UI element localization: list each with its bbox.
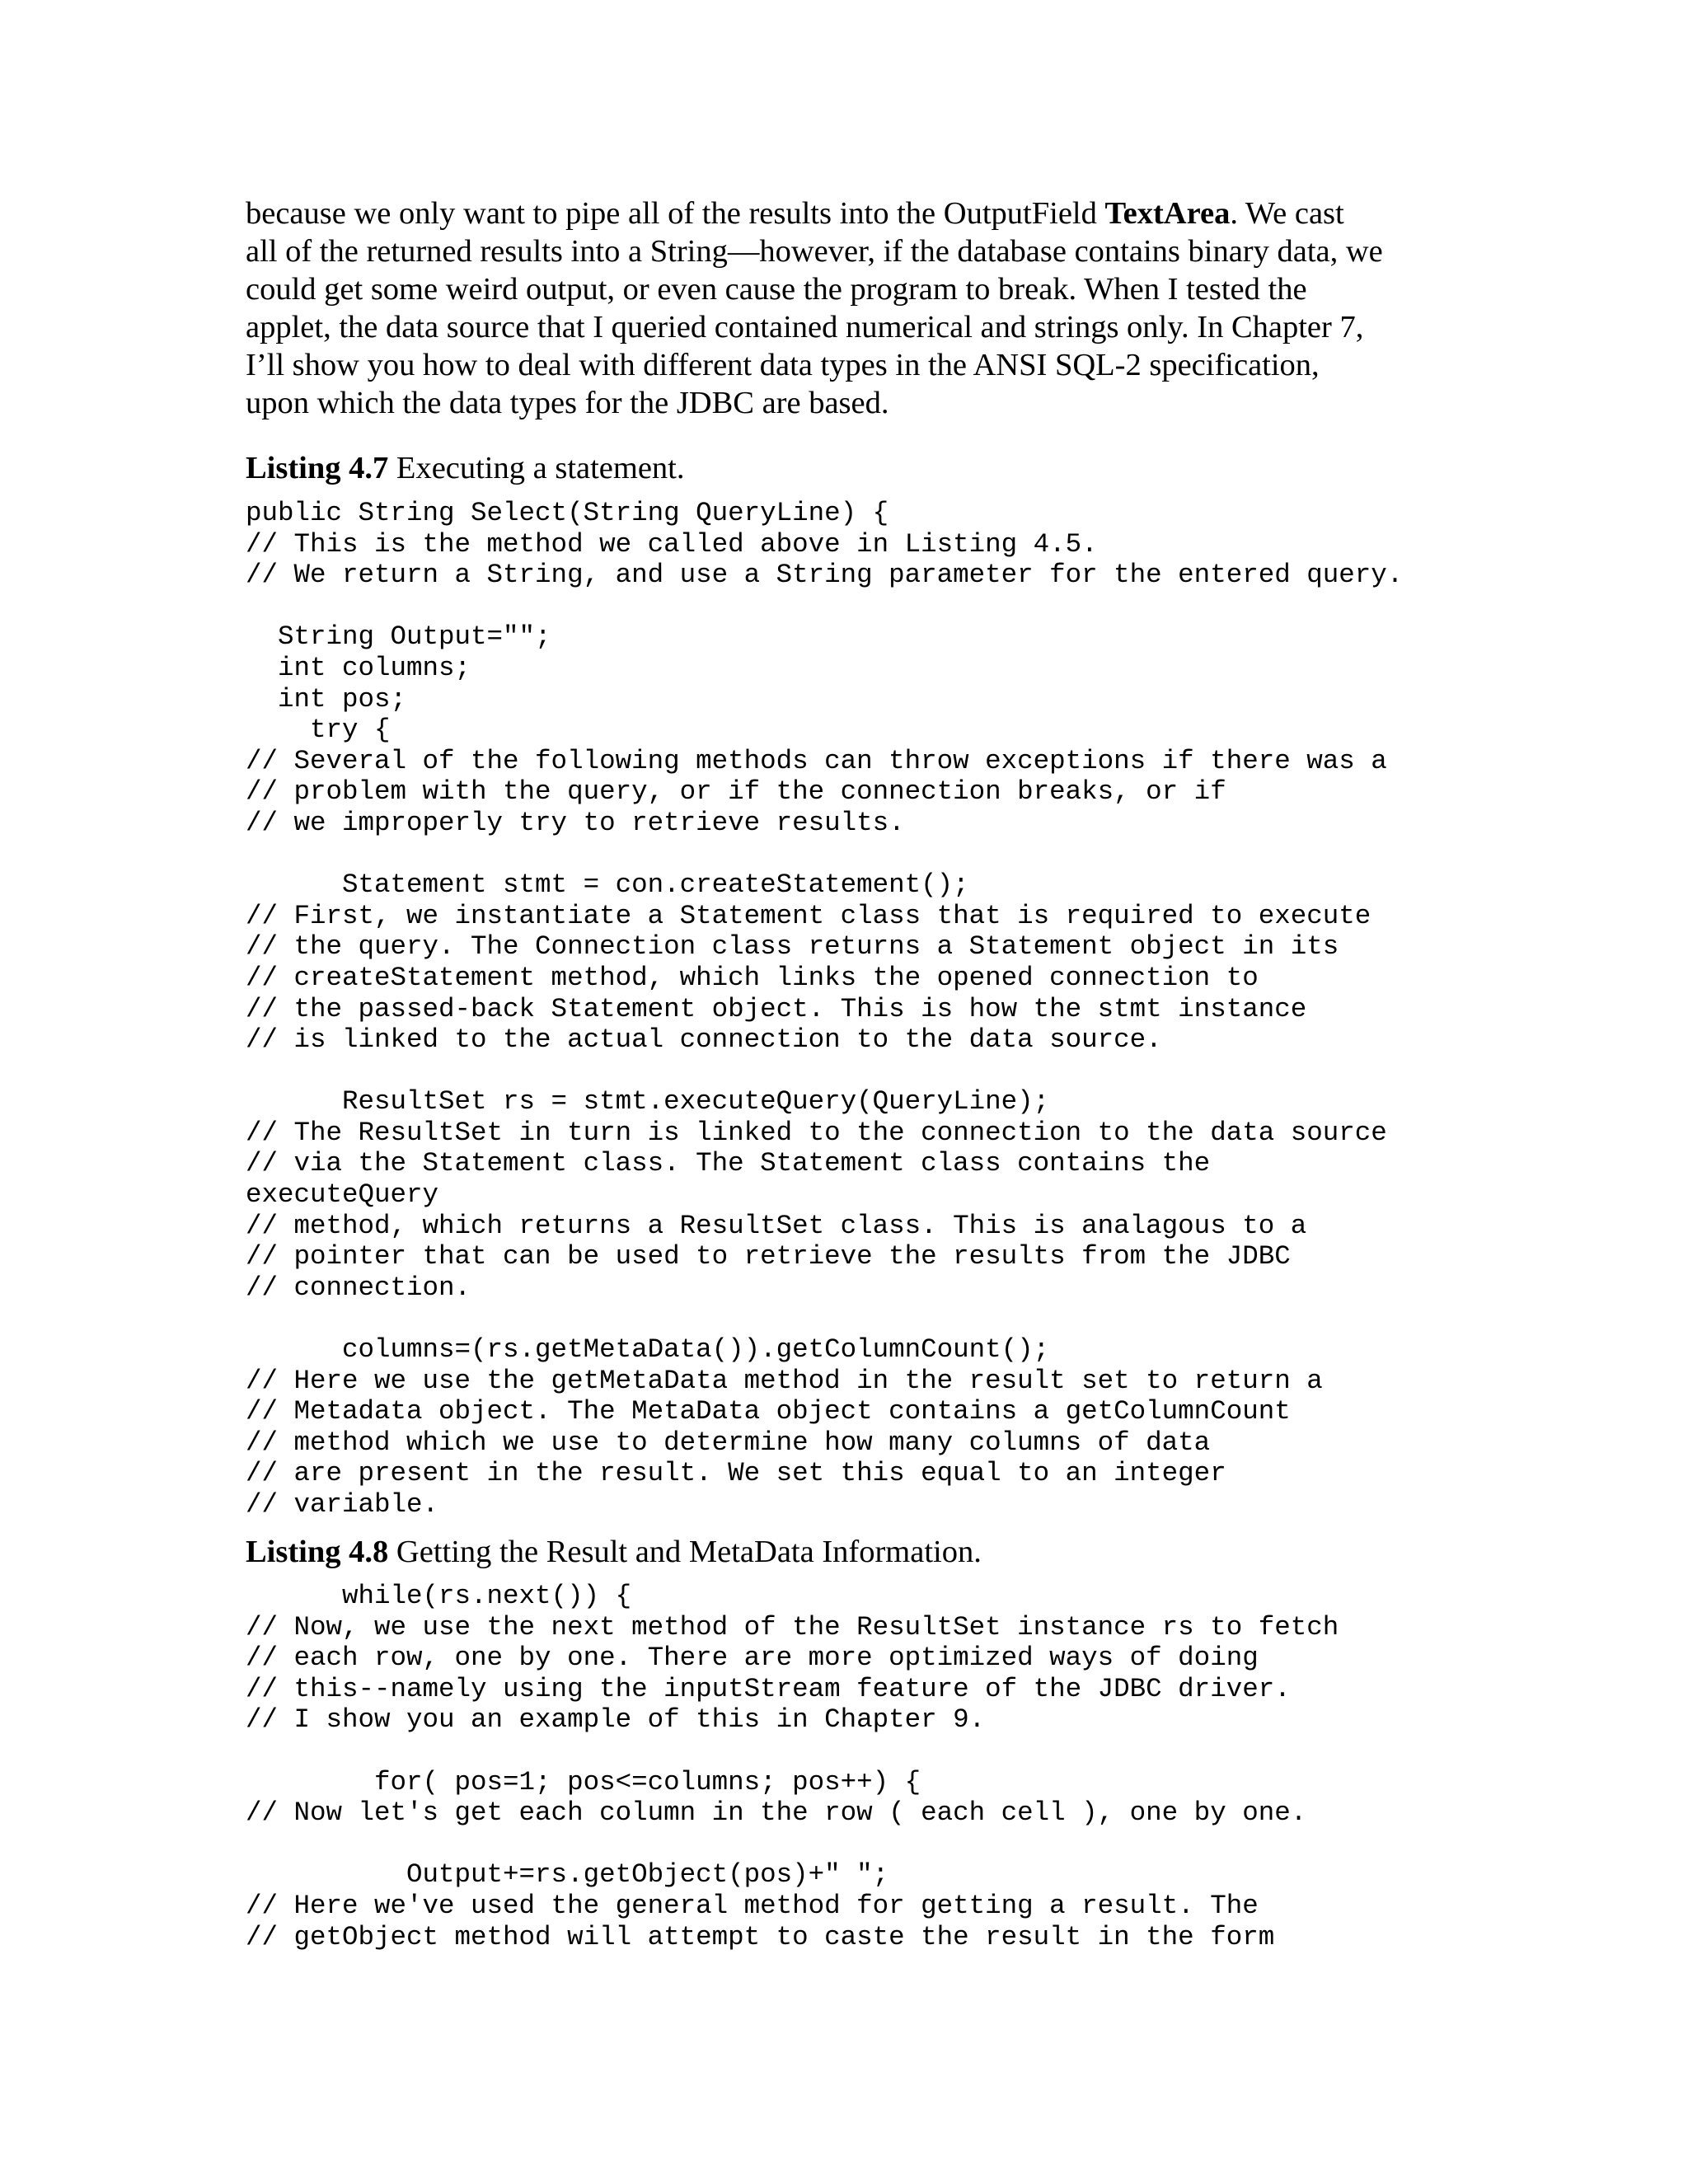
code-line: // First, we instantiate a Statement class that is required to execute xyxy=(246,900,1372,931)
code-line: // I show you an example of this in Chapter 9. xyxy=(246,1704,986,1736)
code-line: // getObject method will attempt to caste the result in the form xyxy=(246,1921,1275,1952)
code-line xyxy=(246,1056,1403,1087)
textarea-term: TextArea xyxy=(1104,196,1231,231)
code-line: Statement stmt = con.createStatement(); xyxy=(246,869,969,901)
listing-label: Listing 4.7 xyxy=(246,451,389,485)
code-line: try { xyxy=(246,715,391,746)
code-line: // We return a String, and use a String parameter for the entered query. xyxy=(246,560,1404,591)
code-line: // the passed-back Statement object. This is how the stmt instance xyxy=(246,993,1307,1024)
paragraph-line: all of the returned results into a String—however, if the database contains binary data, we xyxy=(246,234,1383,269)
text-run: because we only want to pipe all of the results into the OutputField xyxy=(246,196,1105,231)
code-line: // Here we use the getMetaData method in the result set to return a xyxy=(246,1365,1323,1396)
code-line xyxy=(246,1303,1403,1334)
code-line: int columns; xyxy=(246,652,471,683)
code-line: ResultSet rs = stmt.executeQuery(QueryLine); xyxy=(246,1086,1050,1118)
code-line: // each row, one by one. There are more optimized ways of doing xyxy=(246,1643,1259,1674)
code-line: // the query. The Connection class returns a Statement object in its xyxy=(246,931,1339,963)
code-line: // method which we use to determine how many columns of data xyxy=(246,1427,1211,1458)
code-line: String Output=""; xyxy=(246,621,551,653)
code-line: // variable. xyxy=(246,1489,439,1520)
code-line: // The ResultSet in turn is linked to the connection to the data source xyxy=(246,1117,1387,1148)
code-line: // via the Statement class. The Statement class contains the xyxy=(246,1148,1211,1179)
code-line xyxy=(246,1829,1339,1860)
code-line xyxy=(246,839,1403,870)
code-line: int pos; xyxy=(246,683,407,715)
paragraph-line: I’ll show you how to deal with different data types in the ANSI SQL-2 specification, xyxy=(246,348,1320,382)
code-line: // Several of the following methods can throw exceptions if there was a xyxy=(246,745,1387,776)
code-line: // connection. xyxy=(246,1272,471,1303)
intro-paragraph xyxy=(246,194,1465,422)
listing-4-7-code xyxy=(246,498,1403,1521)
listing-title: Executing a statement. xyxy=(388,451,685,485)
code-line: Output+=rs.getObject(pos)+" "; xyxy=(246,1859,889,1891)
code-line: // createStatement method, which links the opened connection to xyxy=(246,962,1259,993)
code-line: public String Select(String QueryLine) { xyxy=(246,498,889,528)
paragraph-line xyxy=(246,194,1465,232)
code-line: // are present in the result. We set this equal to an integer xyxy=(246,1458,1226,1489)
code-line: // is linked to the actual connection to the data source. xyxy=(246,1024,1162,1056)
code-line: for( pos=1; pos<=columns; pos++) { xyxy=(246,1766,921,1797)
paragraph-line: applet, the data source that I queried contained numerical and strings only. In Chapter 7, xyxy=(246,310,1364,344)
code-line: // This is the method we called above in Listing 4.5. xyxy=(246,528,1098,560)
listing-label: Listing 4.8 xyxy=(246,1535,389,1569)
code-line: // Now let's get each column in the row ( each cell ), one by one. xyxy=(246,1797,1307,1829)
code-line: columns=(rs.getMetaData()).getColumnCount(); xyxy=(246,1334,1050,1366)
code-line: // pointer that can be used to retrieve the results from the JDBC xyxy=(246,1241,1291,1272)
listing-4-8-code xyxy=(246,1581,1339,1952)
code-line: // this--namely using the inputStream feature of the JDBC driver. xyxy=(246,1673,1291,1704)
code-line: // problem with the query, or if the connection breaks, or if xyxy=(246,776,1226,808)
code-line: // Here we've used the general method for getting a result. The xyxy=(246,1890,1259,1921)
code-line: // method, which returns a ResultSet class. This is analagous to a xyxy=(246,1210,1307,1241)
code-line: // we improperly try to retrieve results. xyxy=(246,807,905,838)
paragraph-line: could get some weird output, or even cause the program to break. When I tested the xyxy=(246,272,1307,307)
listing-4-8-caption xyxy=(246,1533,982,1571)
code-line: // Metadata object. The MetaData object contains a getColumnCount xyxy=(246,1396,1291,1427)
text-run: . We cast xyxy=(1230,196,1344,231)
code-line: executeQuery xyxy=(246,1179,439,1211)
code-line: // Now, we use the next method of the ResultSet instance rs to fetch xyxy=(246,1611,1339,1643)
code-line xyxy=(246,1736,1339,1767)
code-line: while(rs.next()) { xyxy=(246,1581,632,1611)
code-line xyxy=(246,591,1403,622)
listing-4-7-caption xyxy=(246,449,685,487)
paragraph-line: upon which the data types for the JDBC are based. xyxy=(246,386,889,420)
listing-title: Getting the Result and MetaData Information. xyxy=(388,1535,982,1569)
